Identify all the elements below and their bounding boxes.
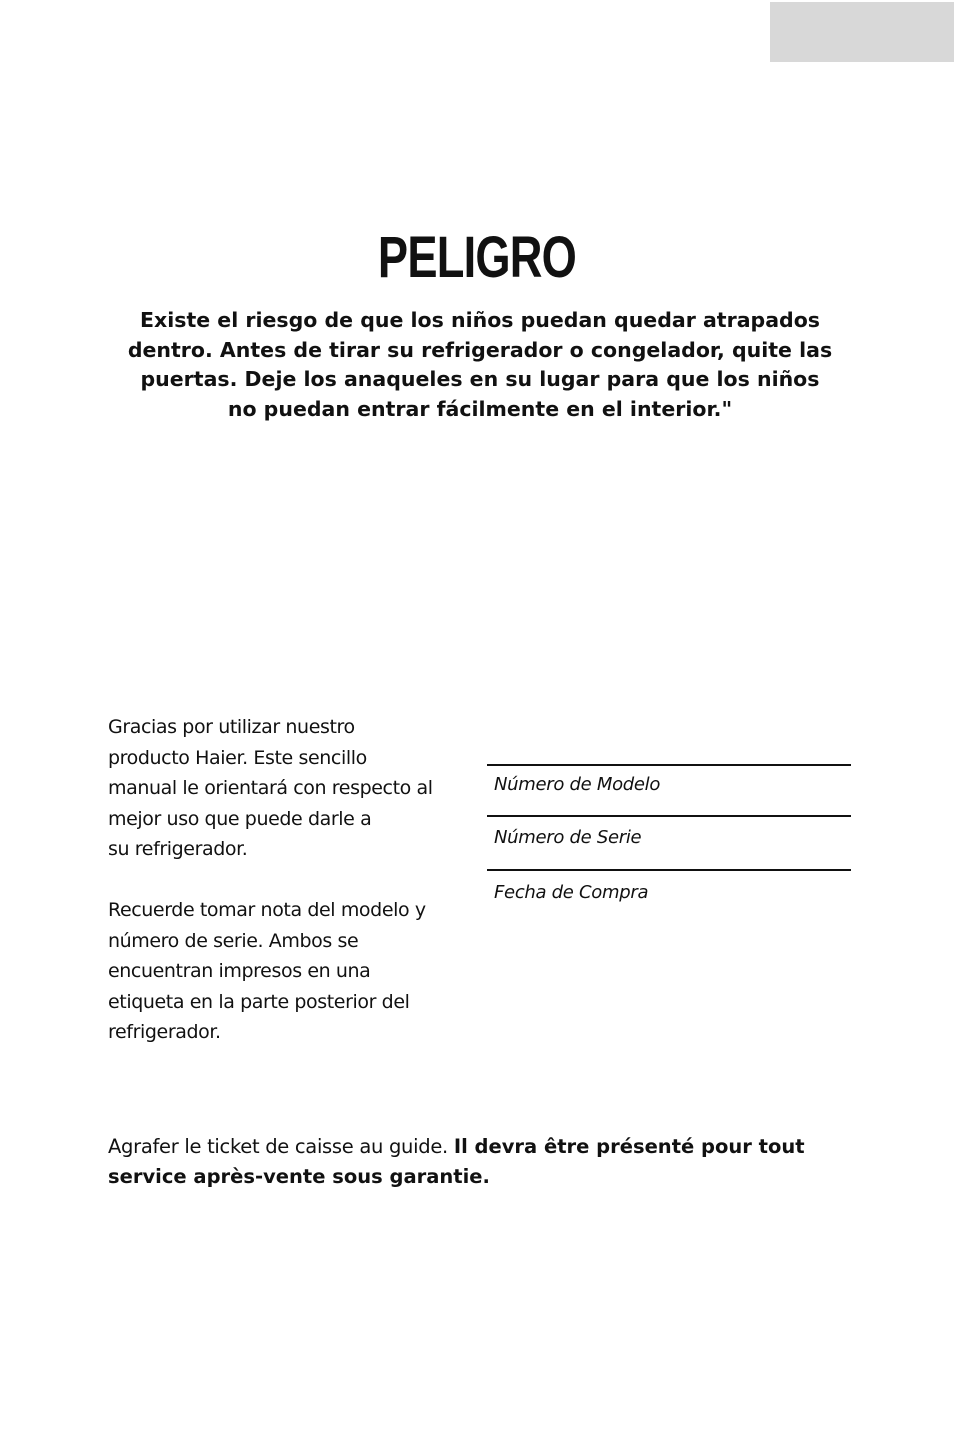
intro-line: producto Haier. Este sencillo [108,746,367,769]
reminder-line: Recuerde tomar nota del modelo y [108,899,426,921]
purchase-date-line [487,869,851,871]
danger-title: PELIGRO [377,225,577,290]
intro-line: su refrigerador. [108,838,248,860]
page-corner-tab [770,2,954,62]
reminder-paragraph [108,895,478,1048]
reminder-line: número de serie. Ambos se [108,929,359,952]
receipt-note-regular: Agrafer le ticket de caisse au guide. [108,1135,454,1158]
serial-number-label: Número de Serie [494,827,642,848]
reminder-line: etiqueta en la parte posterior del [108,990,410,1013]
model-number-label: Número de Modelo [494,774,661,795]
reminder-line: refrigerador. [108,1021,221,1043]
intro-line: Gracias por utilizar nuestro [108,716,355,738]
intro-column [108,712,478,1048]
receipt-note [108,1132,868,1192]
danger-warning-text [100,306,860,424]
warning-line: puertas. Deje los anaqueles en su lugar para que los niños [140,367,820,391]
warning-line: Existe el riesgo de que los niños puedan quedar atrapados [140,308,820,332]
model-number-line [487,764,851,766]
purchase-date-label: Fecha de Compra [494,882,649,903]
warning-line: no puedan entrar fácilmente en el interior." [227,396,733,421]
intro-line: manual le orientará con respecto al [108,777,433,799]
thank-you-paragraph [108,712,478,865]
receipt-note-bold-2: service après-vente sous garantie. [108,1165,490,1188]
receipt-note-bold-1: Il devra être présenté pour tout [453,1135,805,1158]
reminder-line: encuentran impresos en una [108,960,371,982]
warning-line: dentro. Antes de tirar su refrigerador o congelador, quite las [127,337,833,362]
serial-number-line [487,815,851,817]
intro-line: mejor uso que puede darle a [108,807,372,830]
